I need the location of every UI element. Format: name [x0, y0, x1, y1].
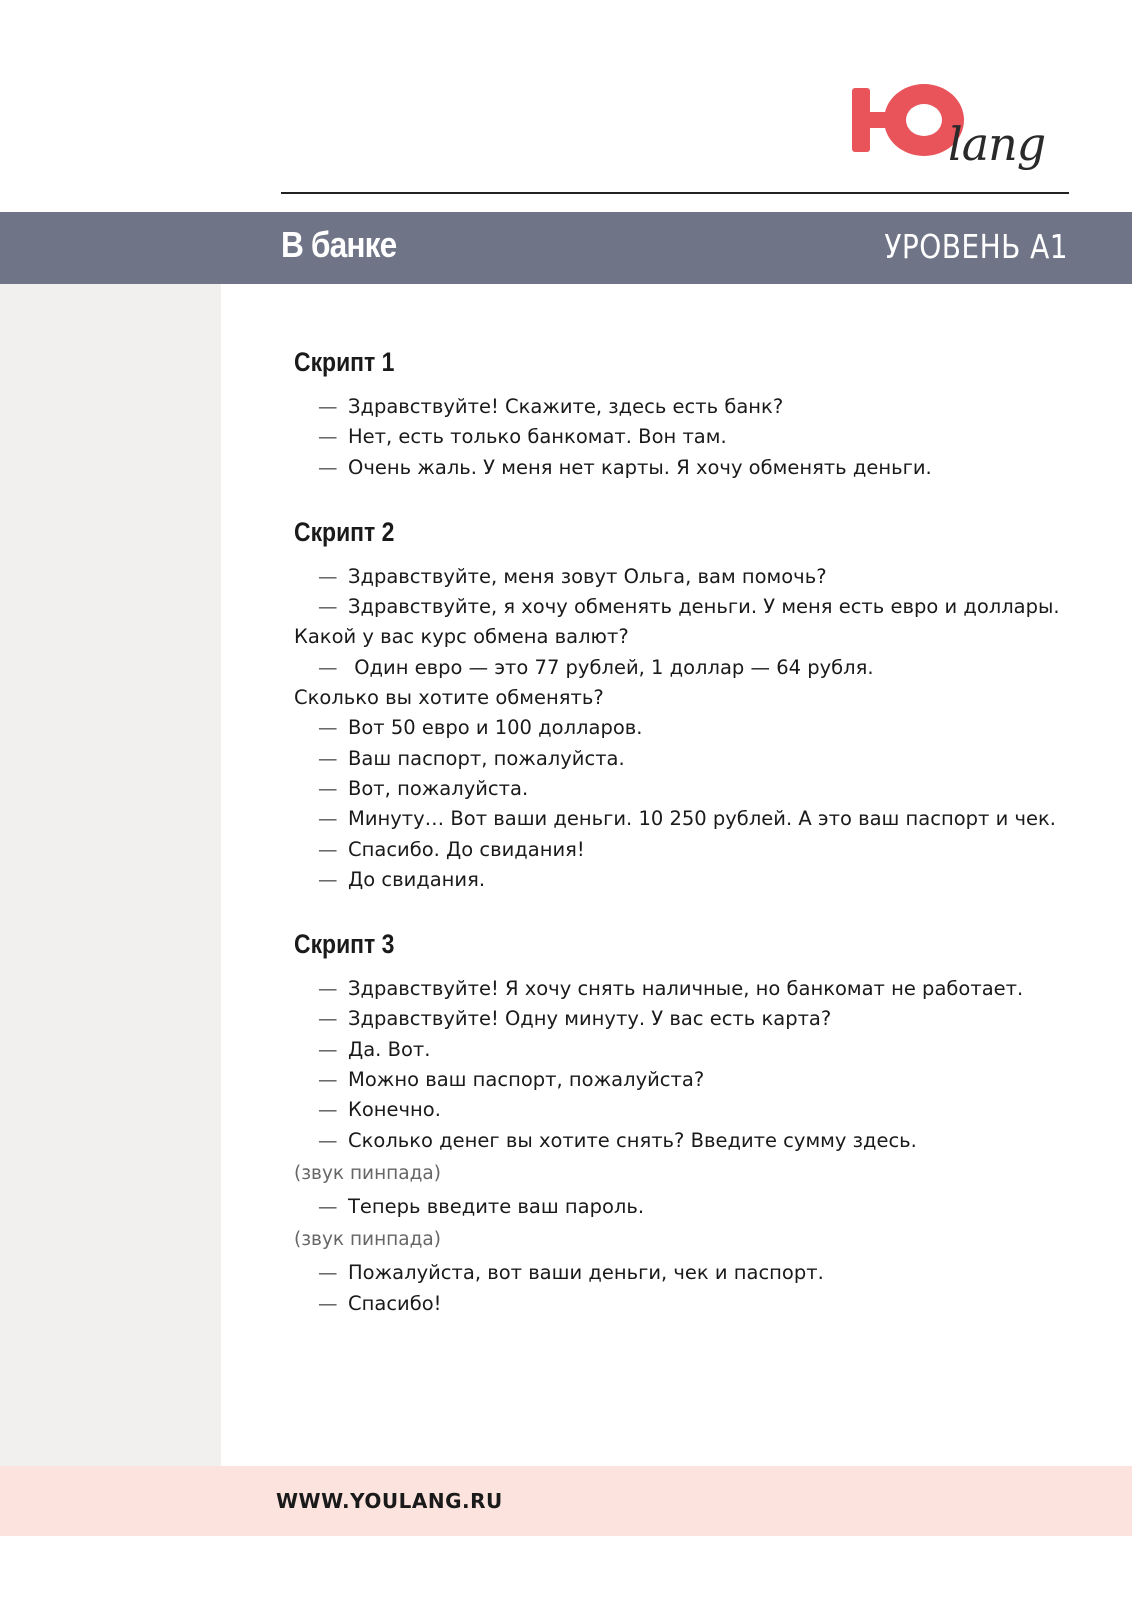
- line-text: Сколько денег вы хотите снять? Введите сумму здесь.: [348, 1128, 917, 1152]
- dash: —: [318, 837, 338, 861]
- line-text: Здравствуйте! Одну минуту. У вас есть карта?: [348, 1007, 832, 1031]
- line-text: Да. Вот.: [348, 1037, 431, 1061]
- dash: —: [318, 1068, 338, 1092]
- dialog-line: [294, 1004, 1064, 1034]
- dialog-line: [294, 1095, 1064, 1125]
- dash: —: [318, 1037, 338, 1061]
- dash: —: [318, 807, 338, 831]
- script-3: [294, 928, 1064, 1319]
- dash: —: [318, 1098, 338, 1122]
- script-2: [294, 516, 1064, 895]
- dialog-line: [294, 1035, 1064, 1065]
- line-text: Ваш паспорт, пожалуйста.: [348, 746, 625, 770]
- dash: —: [318, 776, 338, 800]
- dash: —: [318, 1128, 338, 1152]
- plain-line: Какой у вас курс обмена валют?: [294, 625, 629, 649]
- dialog-line: [294, 392, 1064, 422]
- line-text: Здравствуйте, я хочу обменять деньги. У меня есть евро и доллары.: [348, 595, 1060, 619]
- line-text: Конечно.: [348, 1098, 441, 1122]
- dialog-line: [294, 1192, 1064, 1222]
- line-text: Спасибо!: [348, 1291, 442, 1315]
- dash: —: [318, 867, 338, 891]
- top-divider: [281, 192, 1069, 194]
- footer-band: [0, 1466, 1132, 1536]
- script-1: [294, 346, 1064, 483]
- dialog-line: [294, 774, 1064, 804]
- dash: —: [318, 455, 338, 479]
- dialog-line: [294, 744, 1064, 774]
- line-text: Теперь введите ваш пароль.: [348, 1194, 645, 1218]
- dash: —: [318, 1291, 338, 1315]
- svg-text:lang: lang: [948, 117, 1046, 171]
- line-text: Один евро — это 77 рублей, 1 доллар — 64 рубля.: [348, 655, 874, 679]
- dialog-line: [294, 592, 1064, 622]
- script-heading: Скрипт 2: [294, 516, 395, 547]
- website-link[interactable]: WWW.YOULANG.RU: [276, 1489, 503, 1513]
- dialog-line: [294, 453, 1064, 483]
- line-text: Пожалуйста, вот ваши деньги, чек и паспорт.: [348, 1261, 824, 1285]
- dialog-line: [294, 865, 1064, 895]
- dialog-line: [294, 1289, 1064, 1319]
- dash: —: [318, 564, 338, 588]
- dash: —: [318, 395, 338, 418]
- dash: —: [318, 746, 338, 770]
- line-text: Здравствуйте, меня зовут Ольга, вам помочь?: [348, 564, 827, 588]
- dash: —: [318, 716, 338, 740]
- lesson-title: В банке: [281, 224, 397, 265]
- youlang-logo: [852, 78, 1072, 188]
- dash: —: [318, 1007, 338, 1031]
- line-text: Нет, есть только банкомат. Вон там.: [348, 425, 727, 449]
- dialog-line: [294, 713, 1064, 743]
- line-text: Вот, пожалуйста.: [348, 776, 529, 800]
- dash: —: [318, 655, 338, 679]
- line-text: Вот 50 евро и 100 долларов.: [348, 716, 643, 740]
- scripts-content: [294, 346, 1064, 1319]
- dialog-line: [294, 562, 1064, 592]
- dialog-line: [294, 835, 1064, 865]
- dialog-line: [294, 1258, 1064, 1288]
- dash: —: [318, 977, 338, 1001]
- script-heading: Скрипт 3: [294, 929, 395, 960]
- level-label: УРОВЕНЬ А1: [884, 227, 1068, 266]
- line-text: Здравствуйте! Я хочу снять наличные, но банкомат не работает.: [348, 977, 1024, 1001]
- dialog-line: [294, 1126, 1064, 1156]
- side-strip: [0, 284, 221, 1466]
- dialog-line: [294, 422, 1064, 452]
- line-text: До свидания.: [348, 867, 486, 891]
- sound-note: (звук пинпада): [294, 1229, 441, 1251]
- line-text: Минуту… Вот ваши деньги. 10 250 рублей. А это ваш паспорт и чек.: [348, 807, 1056, 831]
- line-text: Можно ваш паспорт, пожалуйста?: [348, 1068, 705, 1092]
- line-text: Здравствуйте! Скажите, здесь есть банк?: [348, 395, 784, 418]
- dialog-line: [294, 653, 1064, 683]
- dialog-line: [294, 804, 1064, 834]
- dash: —: [318, 425, 338, 449]
- dash: —: [318, 1261, 338, 1285]
- sound-note: (звук пинпада): [294, 1162, 441, 1184]
- dialog-line: [294, 974, 1064, 1004]
- script-heading: Скрипт 1: [294, 347, 395, 377]
- dialog-line: [294, 1065, 1064, 1095]
- line-text: Спасибо. До свидания!: [348, 837, 585, 861]
- line-text: Очень жаль. У меня нет карты. Я хочу обменять деньги.: [348, 455, 932, 479]
- plain-line: Сколько вы хотите обменять?: [294, 686, 604, 710]
- dash: —: [318, 1194, 338, 1218]
- dash: —: [318, 595, 338, 619]
